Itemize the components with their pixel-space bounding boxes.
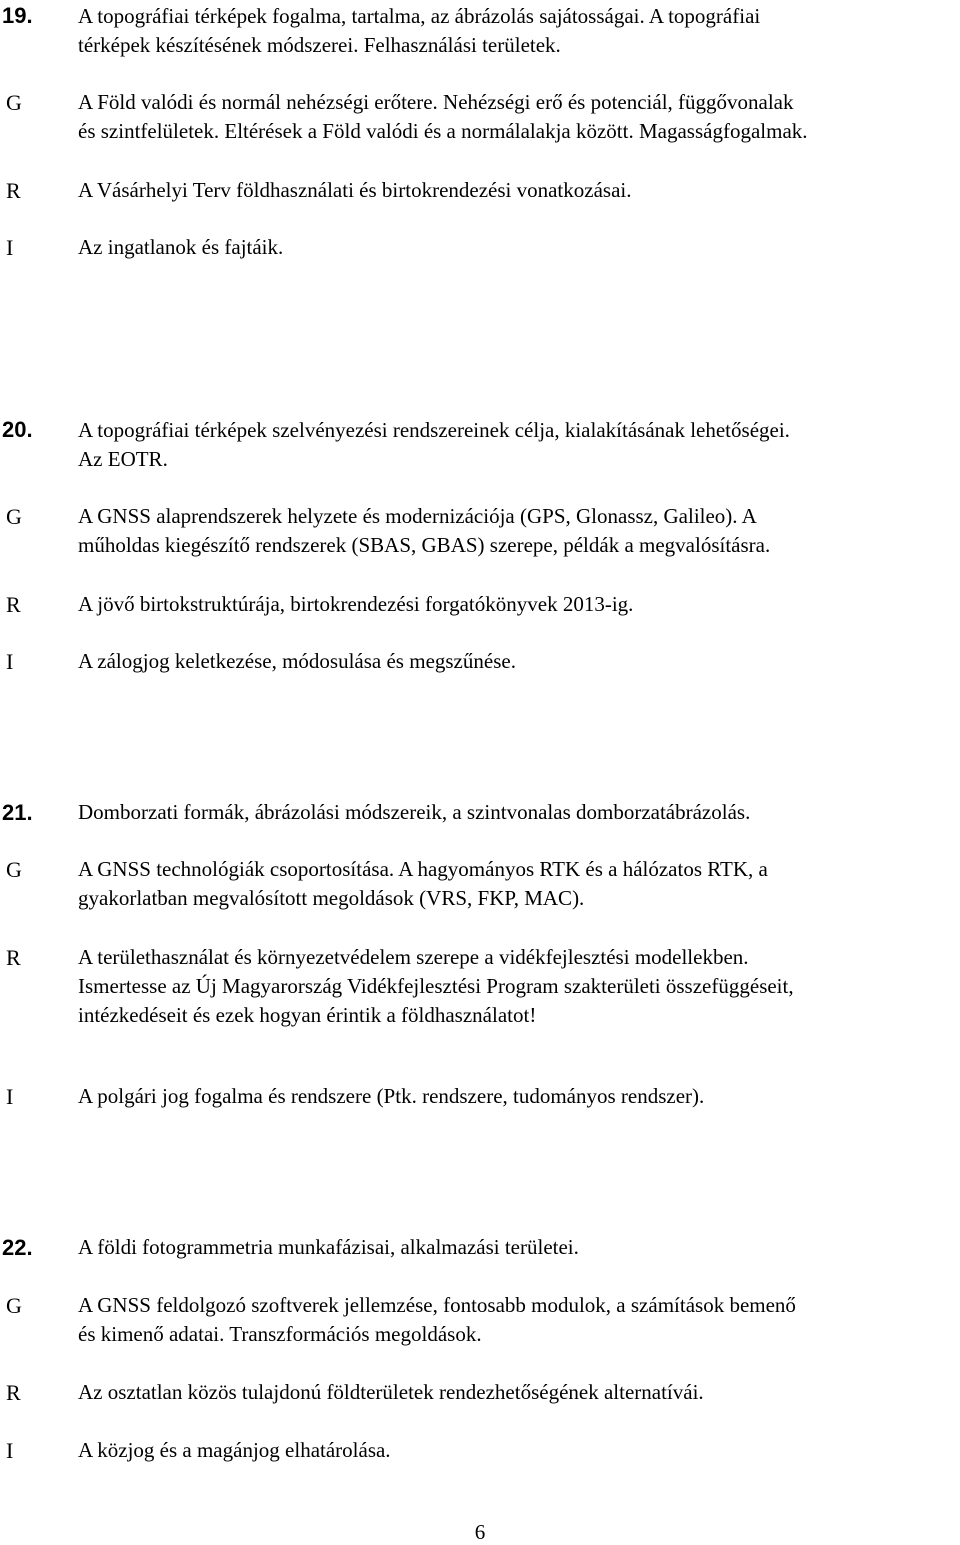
item-text-line: A GNSS technológiák csoportosítása. A hagyományos RTK és a hálózatos RTK, a [78,857,768,881]
item-text-line: A GNSS alaprendszerek helyzete és modernizációja (GPS, Glonassz, Galileo). A [78,504,757,528]
item-text-line: A Vásárhelyi Terv földhasználati és birtokrendezési vonatkozásai. [78,178,632,202]
section-intro-line: A földi fotogrammetria munkafázisai, alkalmazási területei. [78,1235,579,1259]
section-intro-line: térképek készítésének módszerei. Felhasználási területek. [78,33,561,57]
section-intro-line: A topográfiai térképek fogalma, tartalma, az ábrázolás sajátosságai. A topográfiai [78,4,761,28]
item-letter-g: G [6,857,22,882]
section-number: 21. [2,800,33,825]
item-letter-r: R [6,1380,21,1405]
item-letter-g: G [6,504,22,529]
item-text-line: Ismertesse az Új Magyarország Vidékfejlesztési Program szakterületi összefüggéseit, [78,974,794,998]
item-text-line: A zálogjog keletkezése, módosulása és megszűnése. [78,649,516,673]
section-number: 22. [2,1235,33,1260]
item-letter-i: I [6,1084,14,1109]
item-text-line: intézkedéseit és ezek hogyan érintik a földhasználatot! [78,1003,537,1027]
item-text-line: A GNSS feldolgozó szoftverek jellemzése, fontosabb modulok, a számítások bemenő [78,1293,796,1317]
item-letter-g: G [6,90,22,115]
item-text-line: A polgári jog fogalma és rendszere (Ptk. rendszere, tudományos rendszer). [78,1084,705,1108]
item-text-line: A jövő birtokstruktúrája, birtokrendezési forgatókönyvek 2013-ig. [78,592,634,616]
item-text-line: Az osztatlan közös tulajdonú földterületek rendezhetőségének alternatívái. [78,1380,704,1404]
item-text-line: és kimenő adatai. Transzformációs megoldások. [78,1322,482,1346]
item-letter-i: I [6,1438,14,1463]
page-number: 6 [474,1520,486,1544]
item-letter-i: I [6,649,14,674]
item-text-line: gyakorlatban megvalósított megoldások (VRS, FKP, MAC). [78,886,585,910]
item-text-line: A területhasználat és környezetvédelem szerepe a vidékfejlesztési modellekben. [78,945,749,969]
item-text-line: Az ingatlanok és fajtáik. [78,235,284,259]
item-letter-g: G [6,1293,22,1318]
item-text-line: és szintfelületek. Eltérések a Föld valódi és a normálalakja között. Magasságfogalmak. [78,119,808,143]
item-letter-i: I [6,235,14,260]
item-text-line: műholdas kiegészítő rendszerek (SBAS, GBAS) szerepe, példák a megvalósításra. [78,533,771,557]
item-text-line: A közjog és a magánjog elhatárolása. [78,1438,391,1462]
section-intro-line: Domborzati formák, ábrázolási módszereik, a szintvonalas domborzatábrázolás. [78,800,751,824]
item-letter-r: R [6,178,21,203]
item-letter-r: R [6,592,21,617]
section-intro-line: A topográfiai térképek szelvényezési rendszereinek célja, kialakításának lehetőségei. [78,418,790,442]
section-number: 20. [2,417,33,442]
item-letter-r: R [6,945,21,970]
item-text-line: A Föld valódi és normál nehézségi erőtere. Nehézségi erő és potenciál, függővonalak [78,90,794,114]
section-number: 19. [2,3,33,28]
section-intro-line: Az EOTR. [78,447,168,471]
